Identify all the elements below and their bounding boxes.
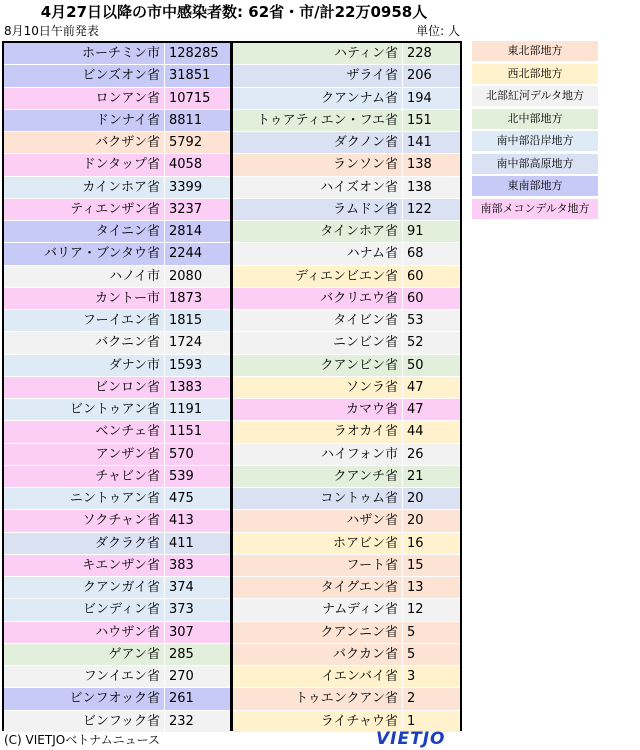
- table-row: [4, 110, 230, 132]
- table-row: [4, 288, 230, 310]
- case-count: 261: [164, 688, 230, 709]
- case-count: 60: [402, 288, 460, 309]
- legend-item: 南中部高原地方: [472, 154, 598, 174]
- province-name: フート省: [346, 557, 398, 573]
- table-row: [233, 332, 460, 354]
- case-count: 539: [164, 466, 230, 487]
- table-row: [233, 154, 460, 176]
- case-count: 1593: [164, 355, 230, 376]
- province-name: タイグエン省: [320, 580, 398, 595]
- legend-item: 北中部地方: [472, 109, 598, 129]
- legend-item: 北部紅河デルタ地方: [472, 86, 598, 106]
- case-count: 285: [164, 644, 230, 665]
- table-row: [4, 355, 230, 377]
- province-name: ロンアン省: [95, 90, 160, 106]
- table-row: [4, 466, 230, 488]
- province-name: クアンチ省: [333, 468, 398, 484]
- case-count: 2244: [164, 243, 230, 264]
- province-name: ハナム省: [346, 246, 398, 262]
- province-name: バクザン省: [95, 135, 160, 150]
- table-row: [233, 644, 460, 666]
- table-row: [233, 177, 460, 199]
- case-count: 206: [402, 65, 460, 86]
- table-row: [233, 599, 460, 621]
- case-count: 50: [402, 355, 460, 376]
- province-name: バクリエウ省: [320, 290, 398, 306]
- table-row: [4, 221, 230, 243]
- table-row: [233, 688, 460, 710]
- table-row: [4, 622, 230, 644]
- province-name: ダナン市: [108, 357, 160, 373]
- province-name: ランソン省: [332, 157, 398, 173]
- case-count: 138: [402, 154, 460, 175]
- case-count: 1191: [164, 399, 230, 420]
- region-legend: [472, 41, 598, 221]
- province-name: フンイエン省: [83, 669, 160, 684]
- table-row: [233, 266, 460, 288]
- province-name: ビンフック省: [82, 713, 160, 729]
- province-name: ホアビン省: [332, 535, 398, 551]
- province-name: トゥアティエン・フエ省: [257, 112, 398, 128]
- unit-label: 単位: 人: [416, 24, 460, 38]
- table-row: [4, 533, 230, 555]
- province-name: ハザン省: [346, 513, 398, 529]
- table-row: [4, 88, 230, 110]
- province-name: ライチャウ省: [320, 713, 398, 729]
- case-count: 44: [402, 421, 460, 442]
- province-name: クアンニン省: [320, 624, 398, 640]
- province-name: コントゥム省: [320, 491, 398, 506]
- table-row: [233, 221, 460, 243]
- case-count: 13: [402, 577, 460, 598]
- case-count: 138: [402, 177, 460, 198]
- case-count: 1815: [164, 310, 230, 331]
- province-name: ラムドン省: [333, 201, 398, 217]
- case-count: 52: [402, 332, 460, 353]
- case-count: 194: [402, 88, 460, 109]
- province-name: ハウザン省: [95, 624, 160, 640]
- table-row: [233, 555, 460, 577]
- case-count: 8811: [164, 110, 230, 131]
- province-name: ハイズオン省: [320, 179, 398, 195]
- province-name: トゥエンクアン省: [295, 691, 398, 707]
- cases-table-left-column: [2, 41, 232, 731]
- case-count: 4058: [164, 154, 230, 175]
- legend-item: 西北部地方: [472, 64, 598, 84]
- case-count: 151: [402, 110, 460, 131]
- case-count: 10715: [164, 88, 230, 109]
- table-row: [233, 110, 460, 132]
- table-row: [4, 711, 230, 733]
- table-row: [4, 599, 230, 621]
- province-name: ソクチャン省: [82, 513, 160, 529]
- case-count: 383: [164, 555, 230, 576]
- legend-item: 南部メコンデルタ地方: [472, 199, 598, 219]
- case-count: 68: [402, 243, 460, 264]
- table-row: [4, 444, 230, 466]
- case-count: 3: [402, 666, 460, 687]
- case-count: 47: [402, 399, 460, 420]
- case-count: 228: [402, 43, 460, 64]
- case-count: 1151: [164, 421, 230, 442]
- province-name: ビンロン省: [94, 379, 160, 395]
- table-row: [233, 488, 460, 510]
- table-row: [4, 266, 230, 288]
- province-name: ドンタップ省: [82, 157, 160, 173]
- table-row: [4, 399, 230, 421]
- table-row: [233, 132, 460, 154]
- province-name: タイビン省: [333, 313, 398, 328]
- table-row: [4, 421, 230, 443]
- case-count: 1: [402, 711, 460, 732]
- table-row: [4, 310, 230, 332]
- province-name: ビンズオン省: [82, 68, 160, 84]
- province-name: フーイエン省: [82, 313, 160, 328]
- case-count: 1724: [164, 332, 230, 353]
- announcement-date: 8月10日午前発表: [4, 24, 99, 38]
- table-row: [4, 555, 230, 577]
- table-row: [4, 154, 230, 176]
- table-row: [233, 577, 460, 599]
- case-count: 141: [402, 132, 460, 153]
- province-name: タインホア省: [320, 224, 398, 239]
- table-row: [233, 466, 460, 488]
- case-count: 373: [164, 599, 230, 620]
- table-row: [233, 666, 460, 688]
- table-row: [233, 355, 460, 377]
- province-name: ドンナイ省: [95, 112, 160, 128]
- table-row: [233, 377, 460, 399]
- legend-item: 東南部地方: [472, 176, 598, 196]
- legend-item: 東北部地方: [472, 41, 598, 61]
- table-row: [233, 243, 460, 265]
- case-count: 413: [164, 510, 230, 531]
- province-name: ディエンビエン省: [295, 268, 398, 284]
- province-name: ハティン省: [334, 46, 398, 61]
- case-count: 12: [402, 599, 460, 620]
- province-name: タイニン省: [95, 224, 160, 239]
- table-row: [4, 377, 230, 399]
- table-row: [4, 488, 230, 510]
- case-count: 1873: [164, 288, 230, 309]
- case-count: 5: [402, 644, 460, 665]
- table-row: [4, 577, 230, 599]
- table-row: [233, 310, 460, 332]
- province-name: ゲアン省: [108, 646, 160, 662]
- province-name: バクニン省: [95, 335, 160, 351]
- province-name: イエンバイ省: [321, 669, 398, 684]
- case-count: 2814: [164, 221, 230, 242]
- case-count: 2: [402, 688, 460, 709]
- case-count: 26: [402, 444, 460, 465]
- province-name: ザライ省: [346, 68, 398, 84]
- case-count: 5: [402, 622, 460, 643]
- table-row: [233, 88, 460, 110]
- province-name: バリア・ブンタウ省: [44, 246, 160, 262]
- cases-table-right-column: [231, 41, 462, 731]
- table-row: [233, 399, 460, 421]
- province-name: ニントゥアン省: [69, 491, 160, 506]
- case-count: 20: [402, 510, 460, 531]
- case-count: 307: [164, 622, 230, 643]
- case-count: 47: [402, 377, 460, 398]
- province-name: ダクラク省: [94, 535, 160, 551]
- case-count: 374: [164, 577, 230, 598]
- province-name: ティエンザン省: [70, 201, 160, 217]
- table-row: [4, 177, 230, 199]
- province-name: カントー市: [94, 290, 160, 306]
- case-count: 411: [164, 533, 230, 554]
- table-row: [233, 421, 460, 443]
- chart-title: 4月27日以降の市中感染者数: 62省・市/計22万0958人: [40, 3, 428, 21]
- table-row: [233, 510, 460, 532]
- province-name: ソンラ省: [345, 379, 398, 395]
- province-name: カインホア省: [82, 179, 160, 195]
- province-name: クアンナム省: [321, 90, 398, 106]
- table-row: [4, 132, 230, 154]
- province-name: キエンザン省: [82, 557, 160, 573]
- case-count: 2080: [164, 266, 230, 287]
- province-name: ダクノン省: [333, 135, 398, 150]
- table-row: [4, 65, 230, 87]
- legend-item: 南中部沿岸地方: [472, 131, 598, 151]
- table-row: [233, 533, 460, 555]
- table-row: [4, 688, 230, 710]
- province-name: ナムディン省: [321, 602, 398, 618]
- table-row: [4, 510, 230, 532]
- case-count: 31851: [164, 65, 230, 86]
- province-name: クアンガイ省: [82, 580, 160, 595]
- table-row: [233, 199, 460, 221]
- case-count: 5792: [164, 132, 230, 153]
- vietjo-logo: VIETJO: [376, 729, 446, 749]
- province-name: カマウ省: [345, 402, 398, 417]
- table-row: [4, 644, 230, 666]
- case-count: 270: [164, 666, 230, 687]
- province-name: ハイフォン市: [321, 446, 398, 462]
- table-row: [233, 622, 460, 644]
- province-name: ベンチェ省: [95, 424, 160, 440]
- table-row: [4, 43, 230, 65]
- province-name: ニンビン省: [332, 335, 398, 351]
- case-count: 1383: [164, 377, 230, 398]
- table-row: [4, 666, 230, 688]
- province-name: ビンディン省: [83, 602, 160, 618]
- province-name: チャビン省: [95, 468, 160, 484]
- province-name: ハノイ市: [109, 268, 160, 284]
- case-count: 3399: [164, 177, 230, 198]
- case-count: 3237: [164, 199, 230, 220]
- case-count: 16: [402, 533, 460, 554]
- province-name: アンザン省: [95, 446, 160, 462]
- case-count: 122: [402, 199, 460, 220]
- case-count: 53: [402, 310, 460, 331]
- case-count: 20: [402, 488, 460, 509]
- case-count: 15: [402, 555, 460, 576]
- province-name: ビンフオック省: [69, 691, 160, 707]
- copyright-footer: (C) VIETJOベトナムニュース: [4, 733, 161, 747]
- case-count: 91: [402, 221, 460, 242]
- case-count: 60: [402, 266, 460, 287]
- case-count: 475: [164, 488, 230, 509]
- case-count: 128285: [164, 43, 230, 64]
- table-row: [4, 332, 230, 354]
- table-row: [4, 199, 230, 221]
- table-row: [4, 243, 230, 265]
- province-name: クアンビン省: [320, 357, 398, 373]
- province-name: ビントゥアン省: [69, 402, 160, 417]
- province-name: ホーチミン市: [81, 46, 160, 61]
- case-count: 232: [164, 711, 230, 732]
- province-name: ラオカイ省: [333, 424, 398, 440]
- case-count: 21: [402, 466, 460, 487]
- table-row: [233, 444, 460, 466]
- case-count: 570: [164, 444, 230, 465]
- table-row: [233, 288, 460, 310]
- table-row: [233, 65, 460, 87]
- province-name: バクカン省: [332, 646, 398, 662]
- table-row: [233, 43, 460, 65]
